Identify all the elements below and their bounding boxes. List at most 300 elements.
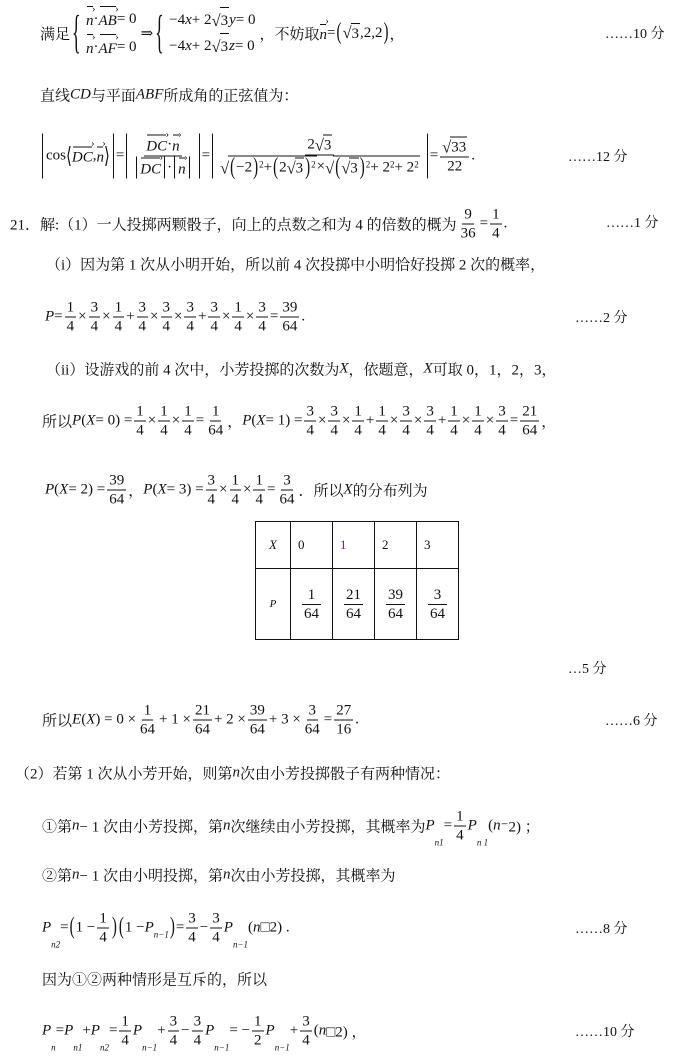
math-text: = (429, 147, 439, 164)
denominator (65, 318, 77, 336)
math-text: + (263, 159, 273, 176)
math-text: 39 (109, 472, 125, 489)
numerator (210, 910, 222, 929)
math-text: √ 3 (323, 137, 332, 154)
fraction (448, 403, 460, 440)
math-text: 21 (194, 702, 210, 719)
math-text: ，依题意， (348, 362, 424, 379)
math-text: P (425, 817, 435, 834)
absolute-value (174, 157, 190, 179)
line-pn2-formula (42, 910, 290, 950)
fraction (352, 403, 364, 440)
math-text: + (437, 412, 447, 429)
math-text: + 1 × (159, 711, 191, 728)
math-text: 1 (77, 1042, 83, 1053)
math-text: + (197, 308, 207, 325)
parenthesis-group (118, 919, 176, 940)
math-text: 64 (522, 422, 538, 439)
line-pn-recurrence (42, 1013, 367, 1053)
italic-symbol (91, 1023, 100, 1040)
math-text: × (389, 412, 399, 429)
math-text: n (318, 1022, 327, 1039)
math-text: = (479, 215, 489, 232)
table-header-row (256, 522, 459, 569)
math-text: 1 (99, 910, 107, 927)
radicand (220, 7, 230, 33)
italic-symbol (319, 1023, 327, 1040)
fraction (184, 299, 196, 336)
italic-symbol (72, 818, 80, 835)
math-text: 2 (365, 159, 371, 170)
math-text: 4 (378, 422, 386, 439)
math-text: × (316, 158, 326, 175)
math-text: 3 (188, 910, 196, 927)
table-header-cell: 3 (417, 522, 459, 569)
math-text: + (157, 1022, 166, 1039)
math-text: 与平面 (90, 88, 136, 105)
subscript (233, 940, 248, 950)
math-text: 64 (109, 491, 125, 508)
math-text: × (78, 308, 87, 325)
math-text: · (167, 159, 173, 176)
math-text: × (174, 308, 183, 325)
radicand (220, 33, 230, 59)
italic-symbol (468, 818, 477, 835)
denominator (252, 1032, 264, 1050)
math-text: = (54, 308, 63, 325)
math-text: 4 (188, 929, 196, 946)
line-expectation (42, 702, 359, 739)
math-text: 的分布列为 (352, 483, 428, 500)
math-text: ( (81, 412, 87, 429)
math-text: 4 (354, 422, 362, 439)
radicand (351, 23, 361, 43)
numerator (208, 299, 220, 318)
denominator (454, 827, 466, 845)
italic-symbol (493, 818, 501, 835)
vector (96, 146, 104, 167)
fraction (400, 403, 412, 440)
math-text: 4 (186, 318, 194, 335)
fraction (252, 1013, 264, 1050)
denominator (280, 318, 299, 336)
math-text: . (355, 711, 360, 728)
math-text: + (365, 412, 375, 429)
numerator (256, 299, 268, 318)
math-text: P (42, 919, 52, 936)
angle-bracket-group (66, 146, 110, 167)
math-text: 2 (254, 1032, 262, 1049)
distribution-table (255, 521, 459, 640)
numerator (210, 403, 222, 422)
math-text: 1 (492, 206, 500, 223)
math-text: 1 (160, 403, 168, 420)
parenthesis-group (229, 159, 259, 177)
math-text: 4 (450, 422, 458, 439)
math-text: + (82, 1022, 91, 1039)
math-text: E (72, 711, 82, 728)
math-text: 21．解:（1）一人投掷两颗骰子，向上的点数之和为 4 的倍数的概为 (10, 217, 457, 234)
numerator (142, 702, 154, 721)
denominator (161, 318, 173, 336)
fraction (161, 299, 173, 336)
italic-symbol (72, 712, 81, 729)
math-text: n−1 (232, 939, 249, 950)
math-text: n (99, 1042, 105, 1053)
fraction (256, 299, 268, 336)
math-text: 4 (456, 827, 464, 844)
math-text: ， (389, 26, 405, 43)
line-part-ii (46, 359, 556, 380)
math-text: □2) ， (326, 1024, 367, 1041)
math-text: 64 (304, 721, 320, 738)
math-text: = (115, 147, 125, 164)
system-row (169, 33, 254, 59)
math-text: 4 (90, 318, 99, 335)
denominator (230, 491, 242, 509)
math-text: n (222, 817, 231, 834)
math-text: ,2,2 (360, 24, 383, 41)
math-text: n (319, 26, 327, 43)
italic-symbol (205, 1023, 214, 1040)
numerator (334, 702, 353, 721)
math-text: = 0 (235, 12, 256, 28)
denominator (334, 721, 353, 739)
math-text: = (201, 147, 211, 164)
subscript (100, 1043, 109, 1053)
math-text: 3 (426, 403, 434, 420)
numerator (158, 403, 170, 422)
math-text: 39 (249, 702, 265, 719)
numerator: 39 (388, 586, 403, 603)
math-text: n (86, 41, 94, 57)
math-text: 4 (184, 422, 192, 439)
math-text: × (150, 308, 159, 325)
italic-symbol (45, 309, 54, 326)
math-text: 1 (234, 299, 242, 316)
math-text: × (102, 308, 111, 325)
fraction (304, 403, 316, 440)
table-header-cell: 1 (333, 522, 375, 569)
denominator (192, 1032, 204, 1050)
numerator (496, 403, 508, 422)
math-text: { n (86, 13, 94, 29)
numerator: 3 (428, 586, 447, 605)
math-text: ( 1 − (124, 919, 145, 936)
math-text: ( (251, 412, 257, 429)
math-text: n−1 (214, 1042, 230, 1053)
absolute-value (136, 157, 165, 179)
math-text: P (144, 919, 154, 936)
denominator (303, 721, 322, 739)
line-sine-intro (40, 85, 298, 106)
math-text: 3 (212, 910, 220, 927)
math-text: + 2 × (213, 711, 246, 728)
math-text: P (223, 919, 233, 936)
math-text: X (86, 412, 96, 429)
denominator (137, 318, 149, 336)
math-text: y (229, 12, 236, 28)
math-text: + 3 × (268, 711, 301, 728)
fraction (137, 299, 149, 336)
math-text: = (175, 919, 185, 936)
math-text: . (503, 215, 508, 232)
math-text: × (171, 412, 181, 429)
math-text: ( (313, 1022, 319, 1039)
italic-symbol (223, 818, 231, 835)
numerator (454, 808, 466, 827)
line-px2-px3 (45, 472, 428, 509)
math-text: 4 (114, 318, 123, 335)
math-text: 1 (255, 472, 263, 489)
math-text: = 0) = (95, 412, 133, 429)
vector (86, 33, 94, 61)
math-text: 1 (121, 1013, 129, 1030)
denominator (208, 318, 220, 336)
superscript (414, 156, 419, 174)
fraction (107, 472, 126, 509)
subscript (435, 838, 444, 848)
square-root (342, 23, 360, 43)
line-normal-vector-system (40, 5, 405, 61)
numerator: 21 (346, 586, 361, 603)
fraction (193, 702, 212, 739)
math-text: n (172, 138, 180, 155)
math-text: · (93, 39, 99, 55)
numerator (97, 910, 109, 929)
fraction (328, 403, 340, 440)
denominator: 64 (304, 605, 319, 622)
denominator (256, 318, 268, 336)
numerator (113, 299, 125, 318)
math-text: n−1 (274, 1042, 290, 1053)
denominator (206, 422, 225, 440)
fraction (97, 910, 109, 947)
denominator (328, 422, 340, 440)
math-text: −4 (169, 38, 186, 54)
math-text: √ ( 3 (351, 25, 359, 42)
math-text: n 1 (476, 837, 489, 848)
denominator: 64 (388, 605, 403, 622)
math-text: 4 (160, 422, 168, 439)
math-text: 1 (474, 403, 482, 420)
math-text: × (341, 412, 351, 429)
numerator: 1 (302, 586, 321, 605)
math-text: × (221, 308, 231, 325)
denominator (445, 158, 464, 176)
numerator (89, 299, 101, 318)
math-text: ( 2 (279, 159, 287, 176)
italic-symbol (426, 818, 435, 835)
denominator (132, 157, 193, 179)
numerator (182, 403, 194, 422)
fraction (218, 135, 422, 178)
math-text: X (343, 481, 353, 498)
fraction (334, 702, 353, 739)
fraction (303, 702, 322, 739)
math-text: 2 (414, 159, 419, 170)
italic-symbol (224, 920, 233, 937)
equation-system (74, 5, 137, 61)
score-marker: ……8 分 (575, 922, 628, 937)
math-text: 4 (121, 1032, 129, 1049)
math-text: ⇒ (140, 25, 154, 42)
line-mutually-exclusive (42, 969, 267, 990)
math-text: cos (46, 147, 66, 164)
denominator (400, 422, 412, 440)
math-text: n (434, 837, 440, 848)
math-text: 4 (162, 318, 171, 335)
math-text: P (42, 1022, 52, 1039)
math-text: √ 3 (220, 13, 229, 29)
math-text: × (461, 412, 471, 429)
math-text: 4 (207, 491, 216, 508)
denominator (424, 422, 436, 440)
italic-symbol (59, 482, 68, 499)
superscript (311, 156, 316, 174)
math-text: = − (229, 1022, 251, 1039)
math-text: = (326, 24, 336, 41)
subscript (142, 1043, 157, 1053)
table-header-cell: 2 (375, 522, 417, 569)
math-text: 4 (474, 422, 482, 439)
fraction (208, 299, 220, 336)
fraction (424, 403, 436, 440)
italic-symbol (64, 1023, 73, 1040)
denominator (490, 225, 502, 243)
denominator (138, 721, 157, 739)
math-text: P (90, 1022, 100, 1039)
math-text: 2 (55, 939, 61, 950)
italic-symbol (185, 34, 192, 58)
fraction (280, 299, 299, 336)
math-text: 4 (231, 491, 240, 508)
math-text: n (178, 161, 186, 178)
fraction (454, 808, 466, 845)
numerator (107, 472, 126, 491)
numerator (206, 472, 218, 491)
math-text: ①第 (42, 819, 73, 836)
numerator (119, 1013, 131, 1032)
math-text: DC (140, 161, 162, 178)
math-text: 36 (460, 225, 476, 242)
math-text: ， (128, 483, 144, 500)
math-text: = (443, 817, 453, 834)
fraction (302, 586, 321, 623)
numerator (186, 910, 198, 929)
math-text: 1 (184, 403, 192, 420)
math-text: + 2 (191, 12, 212, 28)
math-text: （2）若第 1 次从小芳开始，则第 (15, 766, 233, 783)
math-text: 因为①②两种情形是互斥的，所以 (42, 972, 268, 989)
math-text: 1 (114, 299, 123, 316)
vector (99, 33, 117, 61)
numerator (232, 299, 244, 318)
denominator (182, 422, 194, 440)
math-text: 所以 (42, 414, 73, 431)
fraction (490, 206, 502, 243)
system-row (169, 7, 255, 33)
math-text: 3 (302, 1013, 310, 1030)
square-root (442, 137, 467, 157)
numerator (424, 403, 436, 422)
denominator (248, 721, 267, 739)
denominator (232, 318, 244, 336)
fraction (168, 1013, 180, 1050)
radicand (450, 137, 467, 157)
math-text: ( √ −2 (236, 159, 253, 176)
math-text: X (86, 711, 96, 728)
denominator (300, 1032, 312, 1050)
numerator (134, 403, 146, 422)
math-text: · (93, 11, 99, 27)
italic-symbol (86, 413, 95, 430)
math-text: 次由小芳投掷骰子有两种情况： (240, 766, 451, 783)
math-text: 1 (456, 808, 464, 825)
table-header-cell: 0 (291, 522, 333, 569)
math-text: 3 (330, 403, 338, 420)
math-text: · (167, 136, 173, 153)
math-text: 1 (143, 702, 152, 719)
math-text: × (243, 481, 252, 498)
math-text: 4 (193, 1032, 202, 1049)
math-text: √ 3 (295, 160, 304, 177)
fraction (248, 702, 267, 739)
math-text: ， (541, 414, 557, 431)
score-marker: ……10 分 (605, 27, 665, 42)
denominator (134, 422, 146, 440)
math-text: 4 (492, 225, 500, 242)
parenthesis-group (335, 23, 389, 43)
table-row-label: P (256, 569, 291, 640)
math-text: 所以 (42, 713, 73, 730)
numerator (440, 137, 469, 158)
numerator (161, 299, 173, 318)
italic-symbol (339, 361, 348, 378)
numerator (230, 472, 242, 491)
math-text: n (96, 149, 104, 166)
math-text: { −4 (169, 12, 186, 28)
radicand (295, 158, 305, 178)
numerator (252, 1013, 264, 1032)
numerator (400, 403, 412, 422)
math-text: 27 (336, 702, 352, 719)
square-root (325, 156, 420, 178)
italic-symbol (86, 712, 95, 729)
math-text: = 0 (116, 39, 137, 55)
italic-symbol (229, 8, 236, 32)
math-text: n (72, 866, 80, 883)
math-text: 3 (169, 1013, 178, 1030)
numerator (253, 472, 265, 491)
subscript (73, 1043, 82, 1053)
italic-symbol (233, 765, 241, 782)
denominator (119, 1032, 131, 1050)
denominator (277, 491, 296, 509)
math-text: + (126, 308, 135, 325)
math-text: 1 (354, 403, 362, 420)
math-text: 次继续由小芳投掷，其概率为 (230, 819, 426, 836)
fraction (186, 910, 198, 947)
denominator (113, 318, 125, 336)
fraction (386, 586, 405, 623)
math-text: . (301, 308, 306, 325)
math-text: AF (98, 41, 117, 57)
math-text: 21 (522, 403, 538, 420)
math-text: 64 (140, 721, 156, 738)
line-part2-intro (15, 763, 450, 784)
line-part-i (46, 254, 545, 275)
